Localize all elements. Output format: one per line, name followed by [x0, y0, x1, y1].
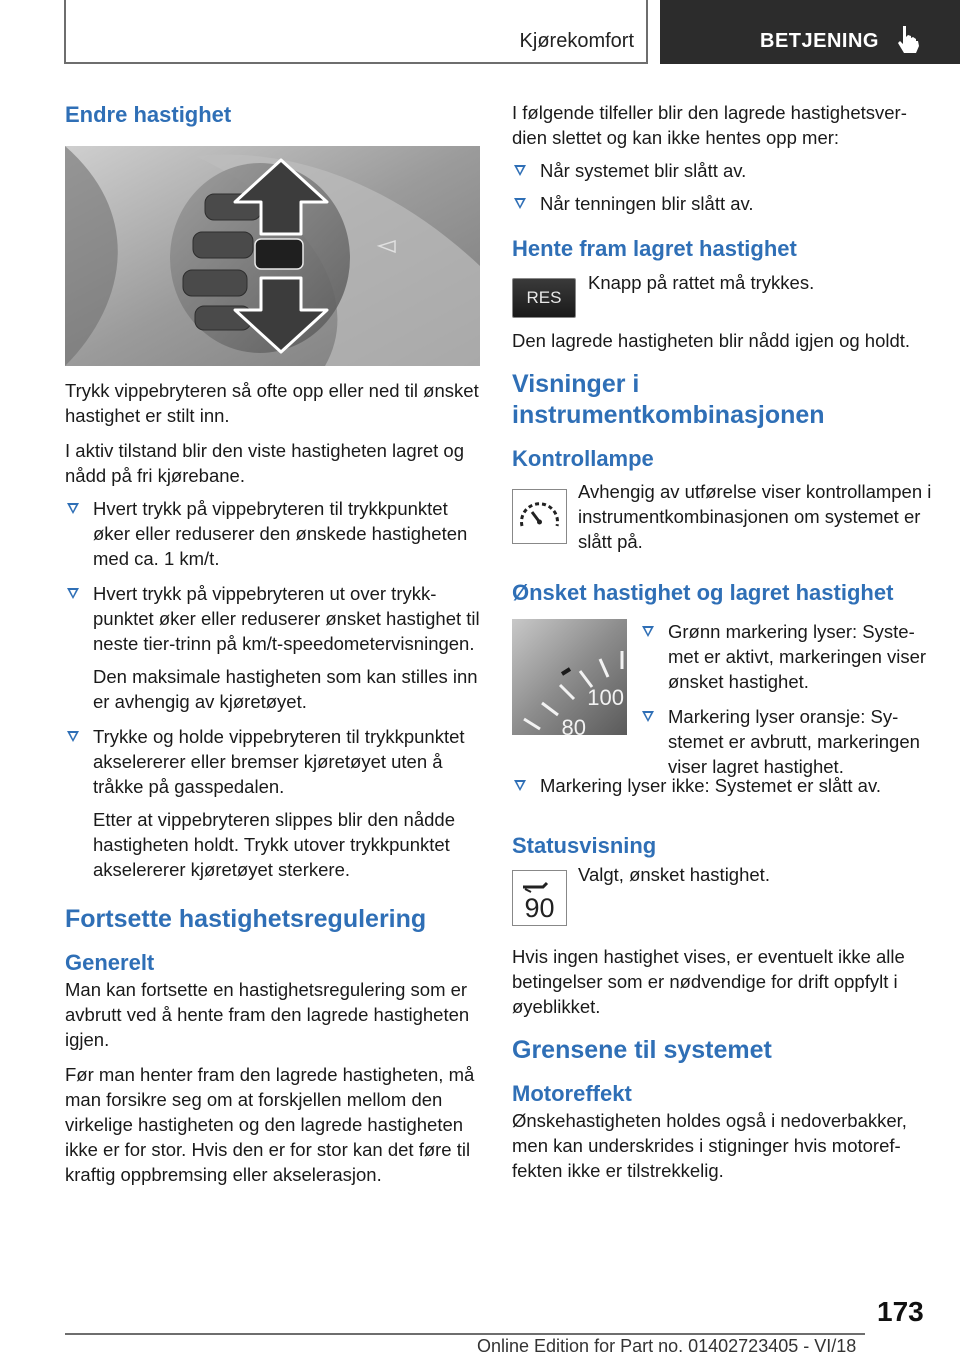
- status-speed-icon: [512, 870, 567, 926]
- paragraph: Man kan fortsette en hastighetsregulering som er avbrutt ved å hente fram den lagrede hastigheten igjen.: [65, 979, 470, 1050]
- paragraph: Den lagrede hastigheten blir nådd igjen og holdt.: [512, 330, 911, 351]
- header-chapter-title: BETJENING: [760, 30, 879, 52]
- list-item-note: Den maksimale hastigheten som kan stilles inn er avhengig av kjøretøyet.: [93, 666, 478, 712]
- list-item-note: Etter at vippebryteren slippes blir den nådde hastigheten holdt. Trykk utover trykkpunktet akselererer kjøretøyet sterkere.: [93, 809, 455, 880]
- gauge-label-100: 100: [587, 685, 624, 710]
- status-text: Valgt, ønsket hastighet.: [578, 864, 770, 885]
- control-lamp-text: Avhengig av utførelse viser kontrollampen i instrumentkombinasjonen om systemet er slått på.: [578, 481, 932, 552]
- paragraph: I aktiv tilstand blir den viste hastigheten lagret og nådd på fri kjørebane.: [65, 440, 465, 486]
- status-row: [512, 864, 932, 932]
- subheading-engine-power: Motoreffekt: [512, 1081, 632, 1106]
- speedometer-gauge-image: [512, 619, 627, 735]
- footer-divider: [65, 1333, 865, 1335]
- footer-edition: Online Edition for Part no. 01402723405 - VI/18: [477, 1336, 857, 1356]
- gauge-row: [512, 619, 932, 777]
- triangle-bullet-icon: [514, 780, 526, 791]
- res-button-text: Knapp på rattet må trykkes.: [588, 272, 815, 293]
- list-item: [65, 496, 480, 571]
- subheading-general: Generelt: [65, 950, 155, 975]
- triangle-bullet-icon: [514, 198, 526, 209]
- paragraph: Hvis ingen hastighet vises, er eventuelt ikke alle betingelser som er nødvendige for drift oppfylt i øyeblikket.: [512, 946, 905, 1017]
- subheading-control-lamp: Kontrollampe: [512, 446, 654, 471]
- paragraph: Før man henter fram den lagrede hastigheten, må man forsikre seg om at forskjellen mellom den virkelige hastigheten og den lagrede hastigheten ikke er for stor. Hvis den er for stor kan det føre til kraftig oppbremsing eller akselerasjon.: [65, 1064, 475, 1185]
- list-item-text: Når tenningen blir slått av.: [540, 193, 754, 214]
- heading-change-speed: Endre hastighet: [65, 102, 232, 127]
- list-item-text: Trykke og holde vippebryteren til trykkpunktet akselererer eller bremser kjøretøyet uten å tråkke på gasspedalen.: [93, 726, 465, 797]
- list-item: [65, 724, 480, 882]
- paragraph: Ønskehastigheten holdes også i nedoverbakker, men kan underskrides i stigninger hvis motoreffekten ikke er tilstrekkelig.: [512, 1110, 907, 1181]
- heading-system-limits: Grensene til systemet: [512, 1036, 772, 1064]
- right-column: [512, 100, 932, 1183]
- list-item: [512, 158, 932, 183]
- triangle-bullet-icon: [642, 626, 654, 637]
- paragraph: Trykk vippebryteren så ofte opp eller ned til ønsket hastighet er stilt inn.: [65, 380, 479, 426]
- subheading-desired-speed: Ønsket hastighet og lagret hastighet: [512, 580, 894, 605]
- control-lamp-row: [512, 479, 932, 561]
- res-button-label: RES: [526, 288, 562, 307]
- list-item: [640, 704, 932, 779]
- status-speed-value: 90: [524, 893, 555, 923]
- subheading-status: Statusvisning: [512, 833, 657, 858]
- triangle-bullet-icon: [67, 588, 79, 599]
- list-item-text: Markering lyser ikke: Systemet er slått av.: [540, 775, 881, 796]
- header-section-title: Kjørekomfort: [519, 30, 634, 52]
- left-column: [65, 100, 480, 1187]
- heading-recall-speed: Hente fram lagret hastighet: [512, 236, 797, 261]
- list-item: [65, 581, 480, 714]
- list-item: [512, 191, 932, 216]
- hand-pointer-icon: [894, 24, 920, 54]
- page-number: 173: [877, 1296, 924, 1327]
- triangle-bullet-icon: [642, 711, 654, 722]
- steering-wheel-rocker-image: [65, 146, 480, 366]
- header-section-tab: [64, 0, 648, 64]
- list-item-text: Hvert trykk på vippebryteren til trykkpunktet øker eller reduserer den ønskede hastigheten med ca. 1 km/t.: [93, 498, 468, 569]
- triangle-bullet-icon: [514, 165, 526, 176]
- list-item-text: Grønn markering lyser: Systemet er aktivt, markeringen viser ønsket hastighet.: [668, 621, 927, 692]
- res-button-icon: [512, 278, 576, 318]
- heading-continue-regulation: Fortsette hastighetsregulering: [65, 905, 427, 933]
- list-item: [512, 773, 932, 798]
- heading-displays: Visninger i instrumentkombinasjonen: [512, 370, 825, 429]
- speedometer-lamp-icon: [512, 489, 567, 544]
- list-item-text: Hvert trykk på vippebryteren ut over trykkpunktet øker eller reduserer ønsket hastighet til neste tier-trinn på km/t-speedometervisningen.: [93, 583, 480, 654]
- list-item-text: Markering lyser oransje: Systemet er avbrutt, markeringen viser lagret hastighet.: [668, 706, 920, 777]
- list-item: [640, 619, 932, 694]
- steering-wheel-illustration: [65, 146, 480, 366]
- res-button-row: [512, 274, 932, 322]
- paragraph: I følgende tilfeller blir den lagrede hastighetsverdien slettet og kan ikke hentes opp mer:: [512, 102, 907, 148]
- header-chapter-tab: [660, 0, 960, 64]
- list-item-text: Når systemet blir slått av.: [540, 160, 747, 181]
- gauge-label-80: 80: [561, 715, 586, 735]
- triangle-bullet-icon: [67, 731, 79, 742]
- triangle-bullet-icon: [67, 503, 79, 514]
